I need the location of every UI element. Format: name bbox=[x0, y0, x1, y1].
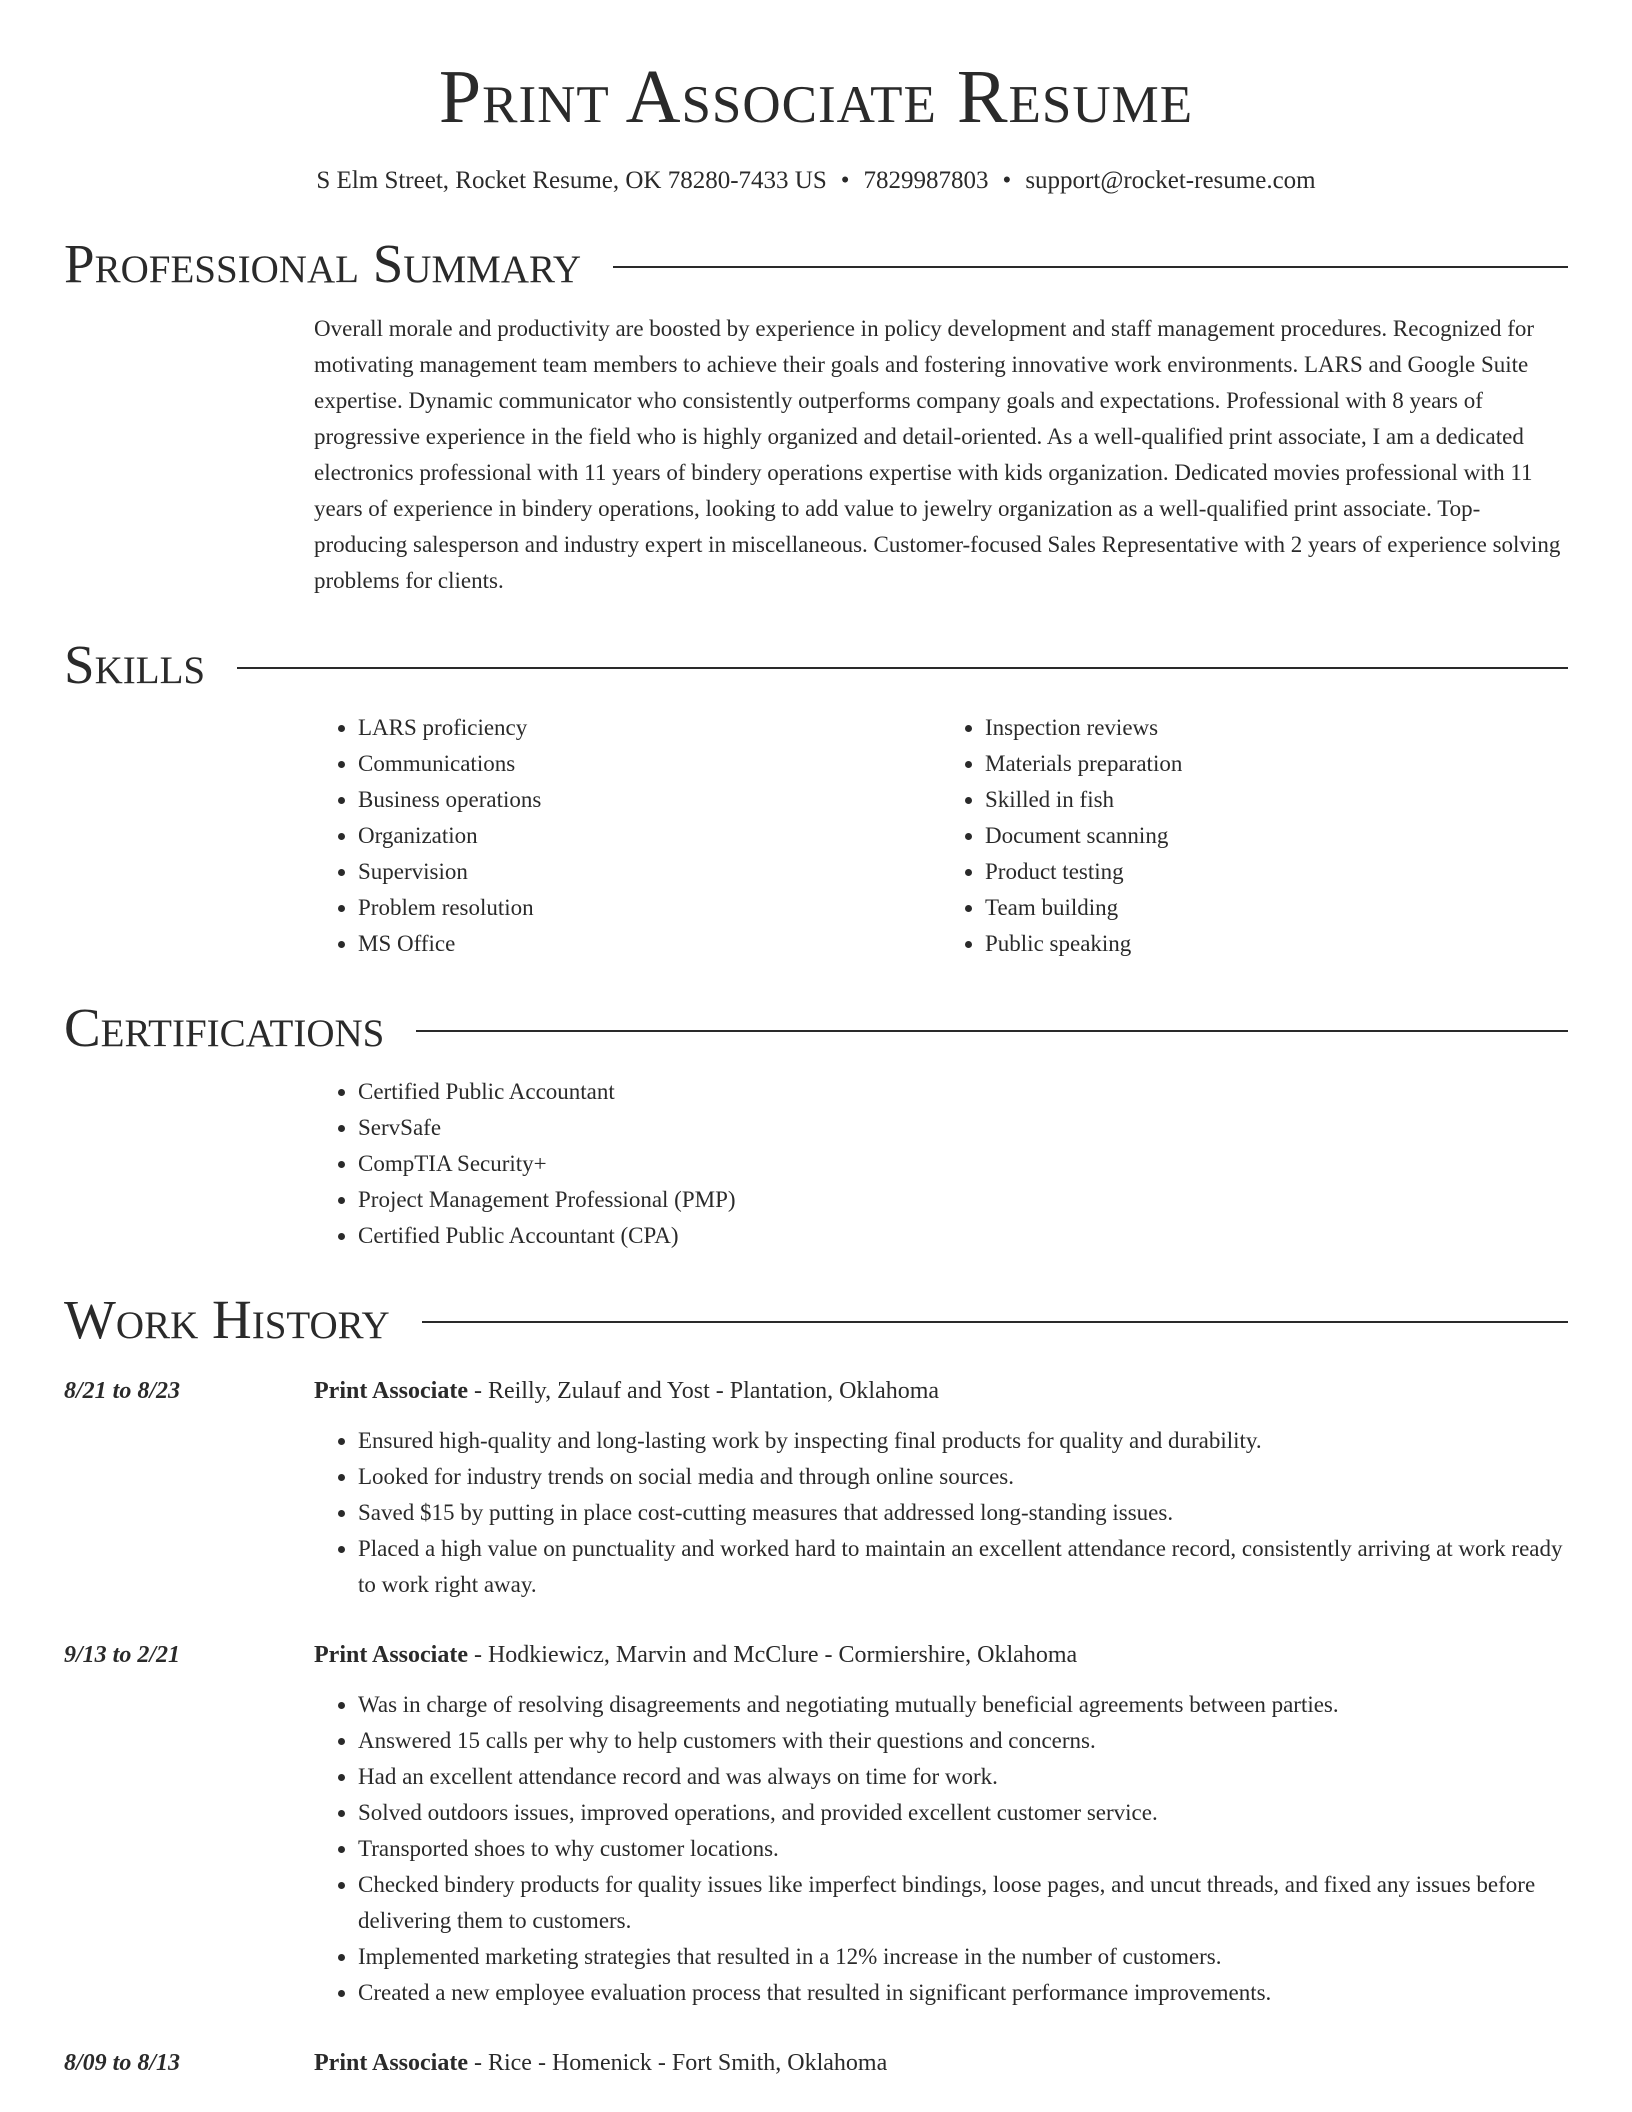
certification-item: • Certified Public Accountant (CPA) bbox=[358, 1218, 1568, 1254]
resume-title: Print Associate Resume bbox=[438, 55, 1194, 139]
job-heading bbox=[314, 1373, 1568, 1409]
job-title: Print Associate bbox=[314, 1641, 468, 1668]
section-divider bbox=[237, 667, 1568, 669]
skill-item: • Communications bbox=[358, 746, 941, 782]
job-bullet: • Ensured high-quality and long-lasting work by inspecting final products for quality and durability. bbox=[358, 1423, 1568, 1459]
job-bullet: • Solved outdoors issues, improved operations, and provided excellent customer service. bbox=[358, 1795, 1568, 1831]
skill-item: • Organization bbox=[358, 818, 941, 854]
job-entry bbox=[64, 1637, 1568, 2011]
job-bullet: • Answered 15 calls per why to help customers with their questions and concerns. bbox=[358, 1723, 1568, 1759]
contact-separator: • bbox=[1002, 167, 1012, 195]
job-bullet: • Created a new employee evaluation process that resulted in significant performance improvements. bbox=[358, 1975, 1568, 2011]
skill-item: • Materials preparation bbox=[985, 746, 1568, 782]
job-heading bbox=[314, 2045, 1568, 2081]
skill-item: • Public speaking bbox=[985, 926, 1568, 962]
job-bullet: • Implemented marketing strategies that resulted in a 12% increase in the number of customers. bbox=[358, 1939, 1568, 1975]
contact-line bbox=[64, 165, 1568, 198]
job-bullet: • Was in charge of resolving disagreements and negotiating mutually beneficial agreements between parties. bbox=[358, 1687, 1568, 1723]
summary-section-header bbox=[64, 232, 1568, 295]
skill-item: • Skilled in fish bbox=[985, 782, 1568, 818]
job-bullet: • Placed a high value on punctuality and worked hard to maintain an excellent attendance record, consistently arriving at work ready to work right away. bbox=[358, 1531, 1568, 1603]
skill-item: • Inspection reviews bbox=[985, 710, 1568, 746]
certification-item: • ServSafe bbox=[358, 1110, 1568, 1146]
job-body bbox=[314, 1637, 1568, 2011]
job-entry bbox=[64, 2045, 1568, 2081]
contact-email: support@rocket-resume.com bbox=[1025, 167, 1316, 195]
skill-item: • MS Office bbox=[358, 926, 941, 962]
job-bullet: • Saved $15 by putting in place cost-cutting measures that addressed long-standing issues. bbox=[358, 1495, 1568, 1531]
job-bullet: • Had an excellent attendance record and was always on time for work. bbox=[358, 1759, 1568, 1795]
certification-item: • Certified Public Accountant bbox=[358, 1074, 1568, 1110]
skill-item: • Business operations bbox=[358, 782, 941, 818]
skills-section-header bbox=[64, 633, 1568, 696]
skills-column-right bbox=[941, 710, 1568, 962]
job-bullet: • Looked for industry trends on social media and through online sources. bbox=[358, 1459, 1568, 1495]
job-title: Print Associate bbox=[314, 1377, 468, 1404]
certifications-section-header bbox=[64, 996, 1568, 1059]
contact-phone: 7829987803 bbox=[863, 167, 989, 195]
certifications-items bbox=[314, 1074, 1568, 1254]
job-bullets bbox=[314, 1687, 1568, 2011]
section-divider bbox=[613, 266, 1568, 268]
certification-item: • Project Management Professional (PMP) bbox=[358, 1182, 1568, 1218]
job-employer-location: - Rice - Homenick - Fort Smith, Oklahoma bbox=[467, 2049, 888, 2076]
skill-item: • Problem resolution bbox=[358, 890, 941, 926]
certifications-list bbox=[314, 1074, 1568, 1254]
certification-item: • CompTIA Security+ bbox=[358, 1146, 1568, 1182]
summary-heading: Professional Summary bbox=[64, 232, 582, 294]
job-entry bbox=[64, 1373, 1568, 1603]
job-heading bbox=[314, 1637, 1568, 1673]
job-body bbox=[314, 1373, 1568, 1603]
skills-heading: Skills bbox=[64, 634, 206, 696]
skill-item: • Product testing bbox=[985, 854, 1568, 890]
job-bullets bbox=[314, 1423, 1568, 1603]
contact-separator: • bbox=[840, 167, 850, 195]
job-employer-location: - Hodkiewicz, Marvin and McClure - Cormiershire, Oklahoma bbox=[467, 1641, 1078, 1668]
contact-address: S Elm Street, Rocket Resume, OK 78280-7433 US bbox=[316, 167, 827, 195]
job-dates: 8/21 to 8/23 bbox=[64, 1377, 181, 1404]
job-employer-location: - Reilly, Zulauf and Yost - Plantation, Oklahoma bbox=[467, 1377, 940, 1404]
job-bullet: • Transported shoes to why customer locations. bbox=[358, 1831, 1568, 1867]
skill-item: • LARS proficiency bbox=[358, 710, 941, 746]
section-divider bbox=[416, 1030, 1568, 1032]
skill-item: • Document scanning bbox=[985, 818, 1568, 854]
section-divider bbox=[422, 1321, 1568, 1323]
job-body bbox=[314, 2045, 1568, 2081]
skill-item: • Supervision bbox=[358, 854, 941, 890]
skills-column-left bbox=[314, 710, 941, 962]
job-dates: 8/09 to 8/13 bbox=[64, 2049, 181, 2076]
summary-text: Overall morale and productivity are boosted by experience in policy development and staff management procedures. Recognized for motivating management team members to achieve their goals and fostering innovative work environments. LARS and Google Suite expertise. Dynamic communicator who consistently outperforms company goals and expectations. Professional with 8 years of progressive experience in the field who is highly organized and detail-oriented. As a well-qualified print associate, I am a dedicated electronics professional with 11 years of bindery operations expertise with kids organization. Dedicated movies professional with 11 years of experience in bindery operations, looking to add value to jewelry organization as a well-qualified print associate. Top-producing salesperson and industry expert in miscellaneous. Customer-focused Sales Representative with 2 years of experience solving problems for clients. bbox=[314, 316, 1561, 594]
job-title: Print Associate bbox=[314, 2049, 468, 2076]
job-dates: 9/13 to 2/21 bbox=[64, 1641, 181, 1668]
job-bullet: • Checked bindery products for quality issues like imperfect bindings, loose pages, and uncut threads, and fixed any issues before delivering them to customers. bbox=[358, 1867, 1568, 1939]
work-history-section-header bbox=[64, 1288, 1568, 1351]
skill-item: • Team building bbox=[985, 890, 1568, 926]
certifications-heading: Certifications bbox=[64, 997, 385, 1059]
skills-list bbox=[314, 710, 1568, 962]
work-history-heading: Work History bbox=[64, 1288, 390, 1350]
